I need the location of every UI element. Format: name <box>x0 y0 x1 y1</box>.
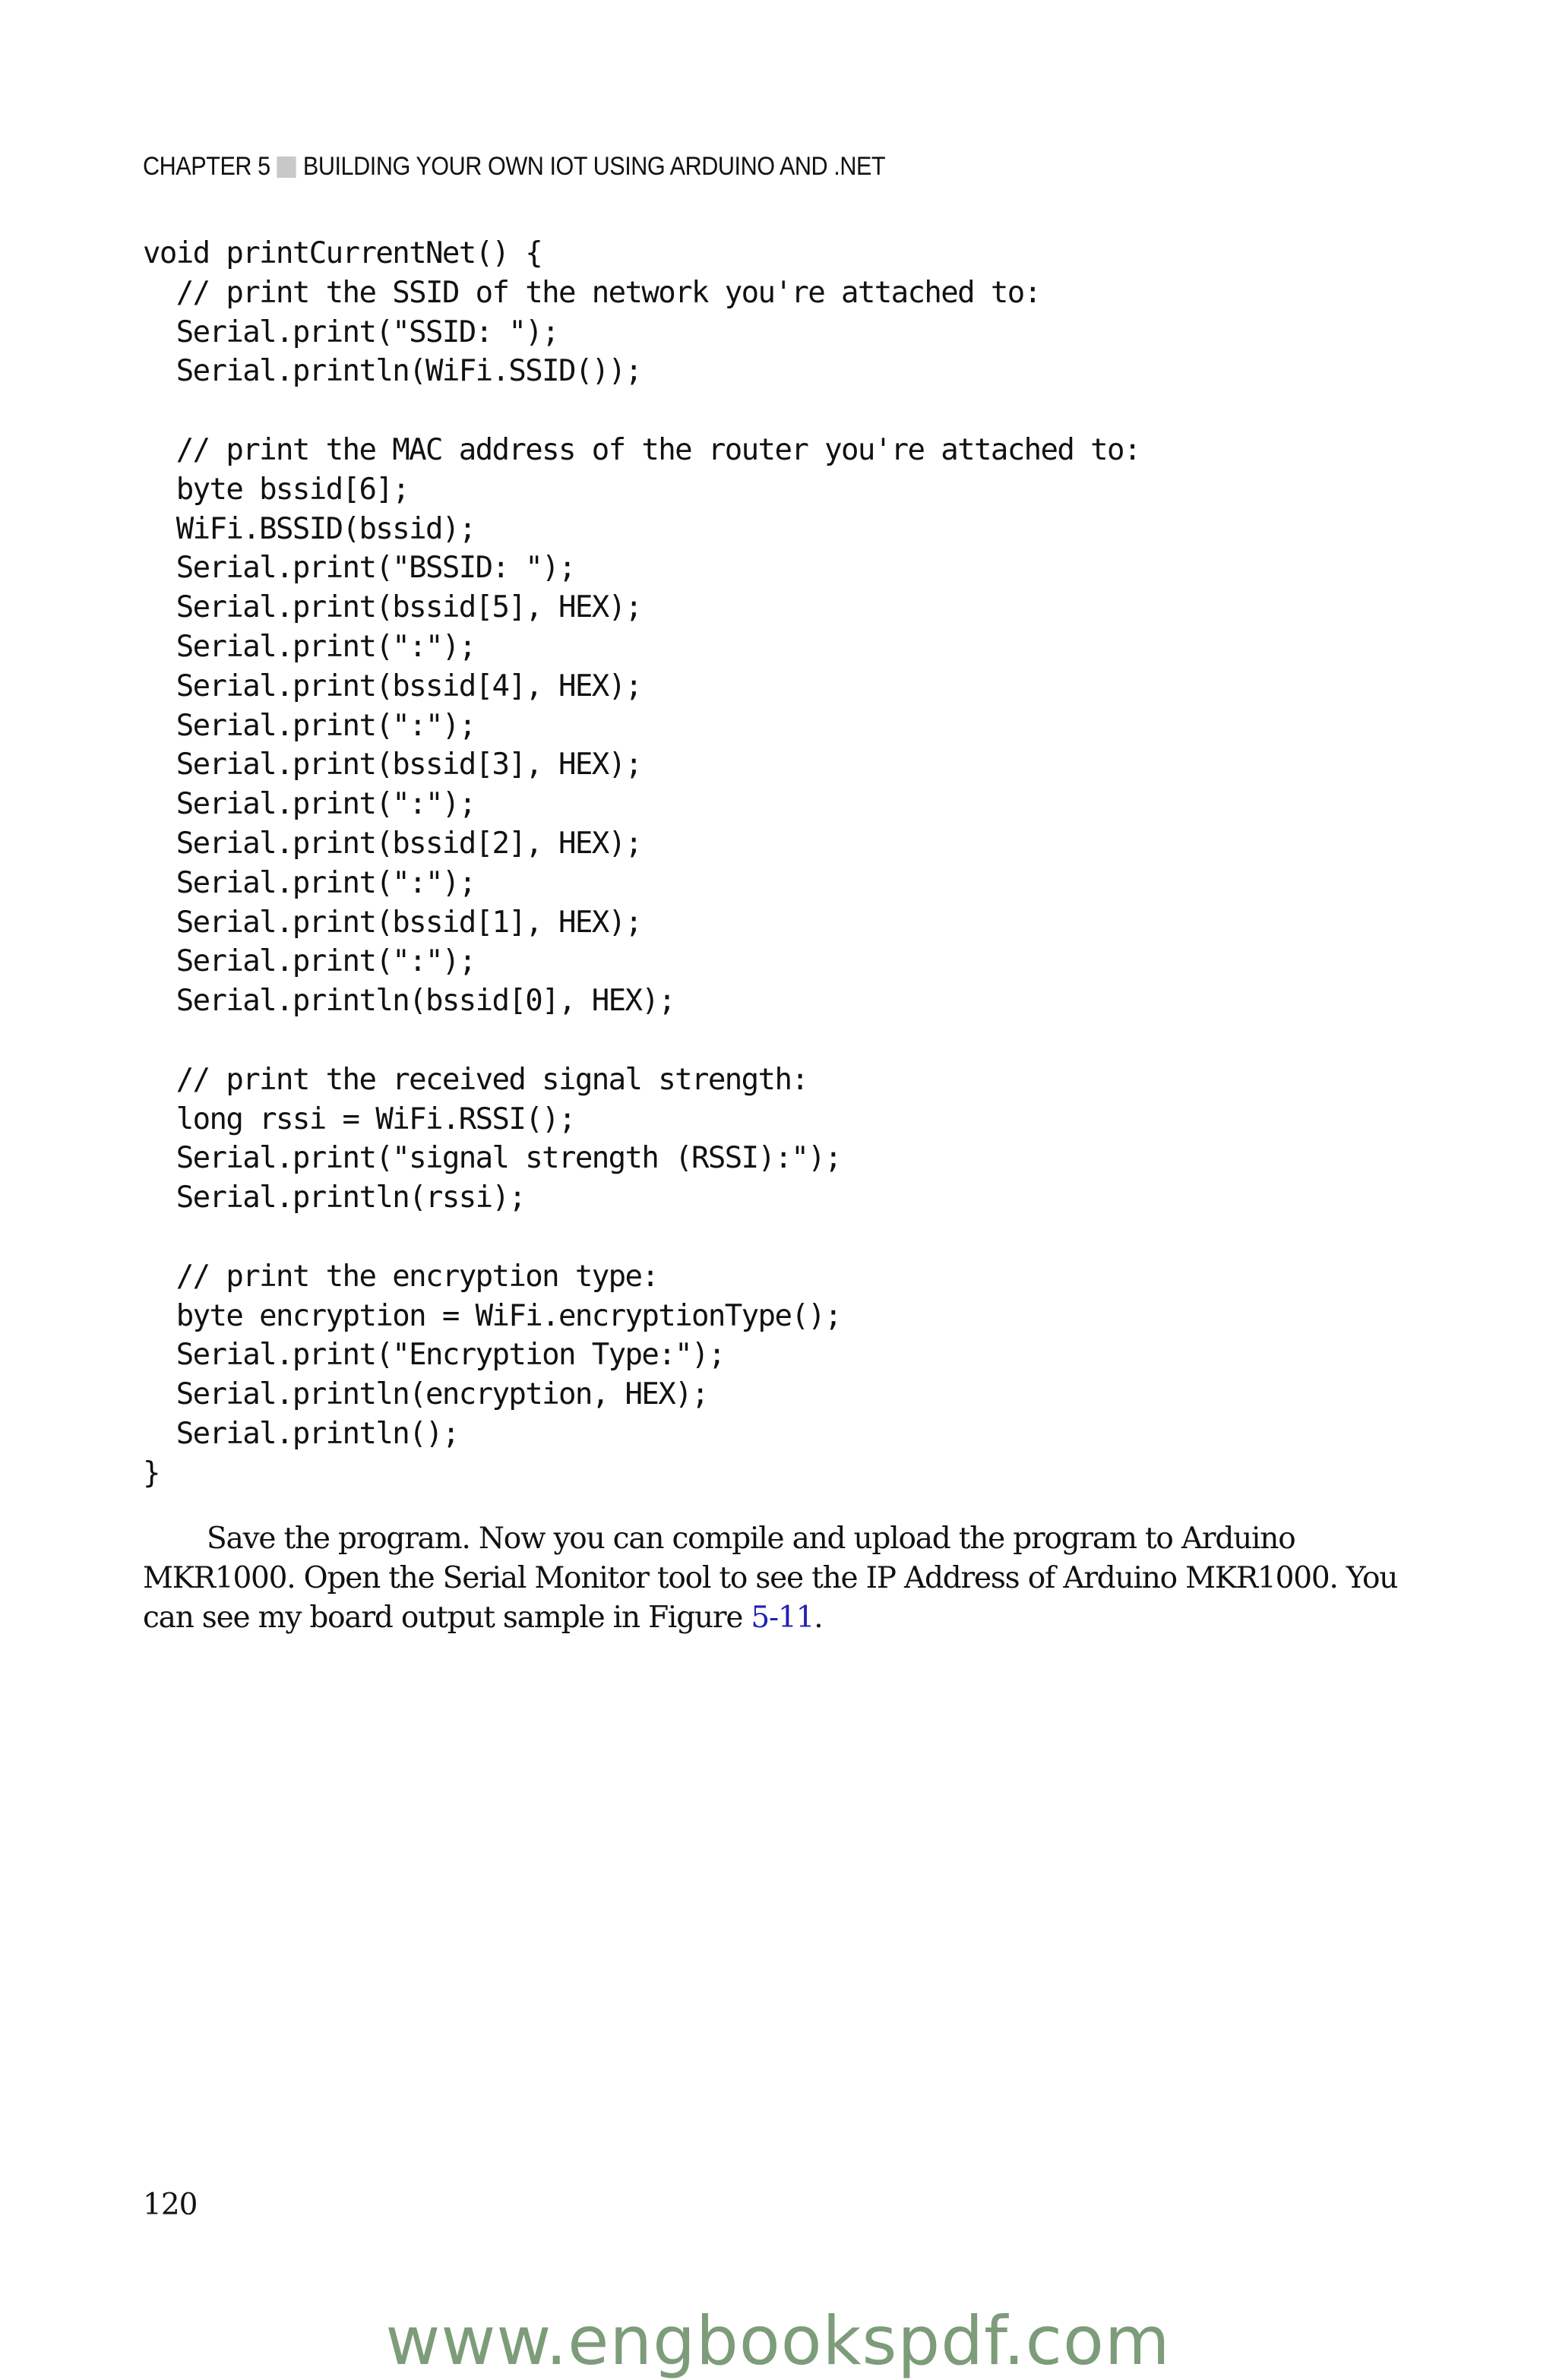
paragraph-line-2: MKR1000. Open the Serial Monitor tool to see the IP Address of Arduino MKR1000. You <box>143 1560 1398 1595</box>
chapter-label: CHAPTER 5 <box>143 152 270 181</box>
paragraph-line-1: Save the program. Now you can compile and upload the program to Arduino <box>207 1522 1295 1556</box>
chapter-title: BUILDING YOUR OWN IOT USING ARDUINO AND .NET <box>302 152 886 181</box>
body-paragraph <box>143 1519 1398 1637</box>
figure-link[interactable]: 5-11 <box>751 1600 814 1635</box>
watermark-url[interactable]: www.engbookspdf.com <box>385 2302 1171 2380</box>
paragraph-line-3-end: . <box>814 1600 823 1635</box>
paragraph-line-3-text: can see my board output sample in Figure <box>143 1600 751 1635</box>
page-number: 120 <box>143 2188 198 2222</box>
header-separator-square <box>277 156 296 178</box>
code-listing: void printCurrentNet() { // print the SSID of the network you're attached to: Serial.print("SSID: "); Serial.println(WiFi.SSID()); // print the MAC address of the router you're attached to: byte bssid[6]; WiFi.BSSID(bssid); Serial.print("BSSID: "); Serial.print(bssid[5], HEX); Serial.print(":"); Serial.print(bssid[4], HEX); Serial.print(":"); Serial.print(bssid[3], HEX); Serial.print(":"); Serial.print(bssid[2], HEX); Serial.print(":"); Serial.print(bssid[1], HEX); Serial.print(":"); Serial.println(bssid[0], HEX); // print the received signal strength: long rssi = WiFi.RSSI(); Serial.print("signal strength (RSSI):"); Serial.println(rssi); // print the encryption type: byte encryption = WiFi.encryptionType(); Serial.print("Encryption Type:"); Serial.println(encryption, HEX); Serial.println(); } <box>143 236 1140 1490</box>
paragraph-line-3 <box>143 1598 1358 1638</box>
running-header <box>143 152 885 182</box>
